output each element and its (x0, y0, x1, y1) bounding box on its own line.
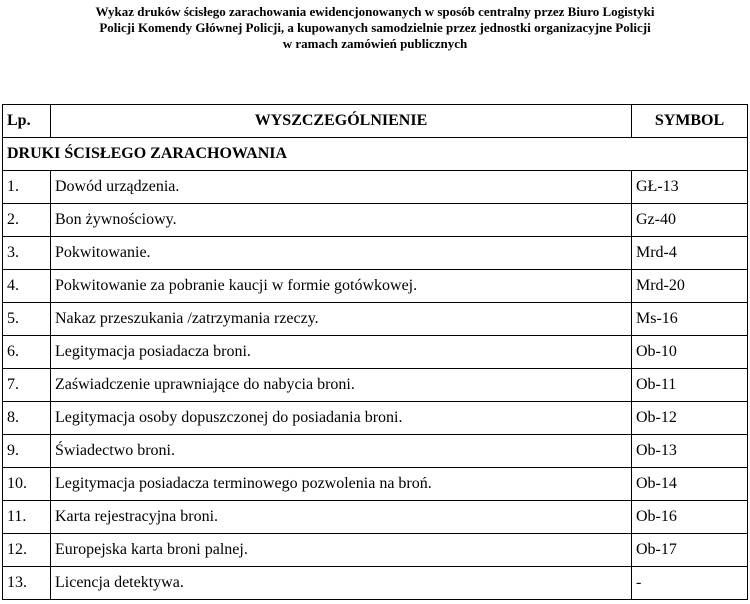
row-lp: 4. (3, 270, 51, 303)
row-name: Licencja detektywa. (51, 567, 632, 600)
title-line-1: Wykaz druków ścisłego zarachowania ewidencjonowanych w sposób centralny przez Biuro Logistyki (95, 4, 655, 19)
table-header-row (3, 105, 748, 138)
row-name: Świadectwo broni. (51, 435, 632, 468)
forms-table (2, 104, 748, 600)
row-name: Karta rejestracyjna broni. (51, 501, 632, 534)
row-symbol: Gz-40 (632, 204, 748, 237)
row-symbol: Ob-11 (632, 369, 748, 402)
row-name: Legitymacja posiadacza broni. (51, 336, 632, 369)
row-symbol: - (632, 567, 748, 600)
row-name: Dowód urządzenia. (51, 171, 632, 204)
row-symbol: Ob-10 (632, 336, 748, 369)
row-lp: 1. (3, 171, 51, 204)
table-row (3, 369, 748, 402)
table-row (3, 204, 748, 237)
row-lp: 8. (3, 402, 51, 435)
row-symbol: Mrd-20 (632, 270, 748, 303)
row-name: Legitymacja posiadacza terminowego pozwolenia na broń. (51, 468, 632, 501)
header-name: WYSZCZEGÓLNIENIE (51, 105, 632, 138)
row-lp: 10. (3, 468, 51, 501)
row-name: Pokwitowanie. (51, 237, 632, 270)
row-lp: 6. (3, 336, 51, 369)
table-row (3, 303, 748, 336)
row-symbol: Ob-13 (632, 435, 748, 468)
table-row (3, 534, 748, 567)
section-row (3, 138, 748, 171)
row-name: Bon żywnościowy. (51, 204, 632, 237)
row-name: Nakaz przeszukania /zatrzymania rzeczy. (51, 303, 632, 336)
row-symbol: Ms-16 (632, 303, 748, 336)
row-name: Pokwitowanie za pobranie kaucji w formie gotówkowej. (51, 270, 632, 303)
table-row (3, 270, 748, 303)
row-symbol: Ob-16 (632, 501, 748, 534)
document-title (0, 4, 750, 52)
table-row (3, 468, 748, 501)
row-name: Zaświadczenie uprawniające do nabycia broni. (51, 369, 632, 402)
header-symbol: SYMBOL (632, 105, 748, 138)
row-lp: 7. (3, 369, 51, 402)
table-row (3, 402, 748, 435)
row-lp: 9. (3, 435, 51, 468)
table-row (3, 237, 748, 270)
row-name: Legitymacja osoby dopuszczonej do posiadania broni. (51, 402, 632, 435)
row-symbol: Mrd-4 (632, 237, 748, 270)
row-symbol: Ob-12 (632, 402, 748, 435)
row-lp: 2. (3, 204, 51, 237)
row-lp: 3. (3, 237, 51, 270)
row-symbol: Ob-17 (632, 534, 748, 567)
row-lp: 12. (3, 534, 51, 567)
table-row (3, 336, 748, 369)
section-label: DRUKI ŚCISŁEGO ZARACHOWANIA (3, 138, 748, 171)
row-name: Europejska karta broni palnej. (51, 534, 632, 567)
title-line-3: w ramach zamówień publicznych (282, 36, 468, 51)
row-lp: 5. (3, 303, 51, 336)
table-row (3, 567, 748, 600)
title-line-2: Policji Komendy Głównej Policji, a kupowanych samodzielnie przez jednostki organizacyjne Policji (99, 20, 651, 35)
row-symbol: Ob-14 (632, 468, 748, 501)
header-lp: Lp. (3, 105, 51, 138)
row-lp: 11. (3, 501, 51, 534)
table-row (3, 435, 748, 468)
table-row (3, 501, 748, 534)
row-lp: 13. (3, 567, 51, 600)
row-symbol: GŁ-13 (632, 171, 748, 204)
table-row (3, 171, 748, 204)
